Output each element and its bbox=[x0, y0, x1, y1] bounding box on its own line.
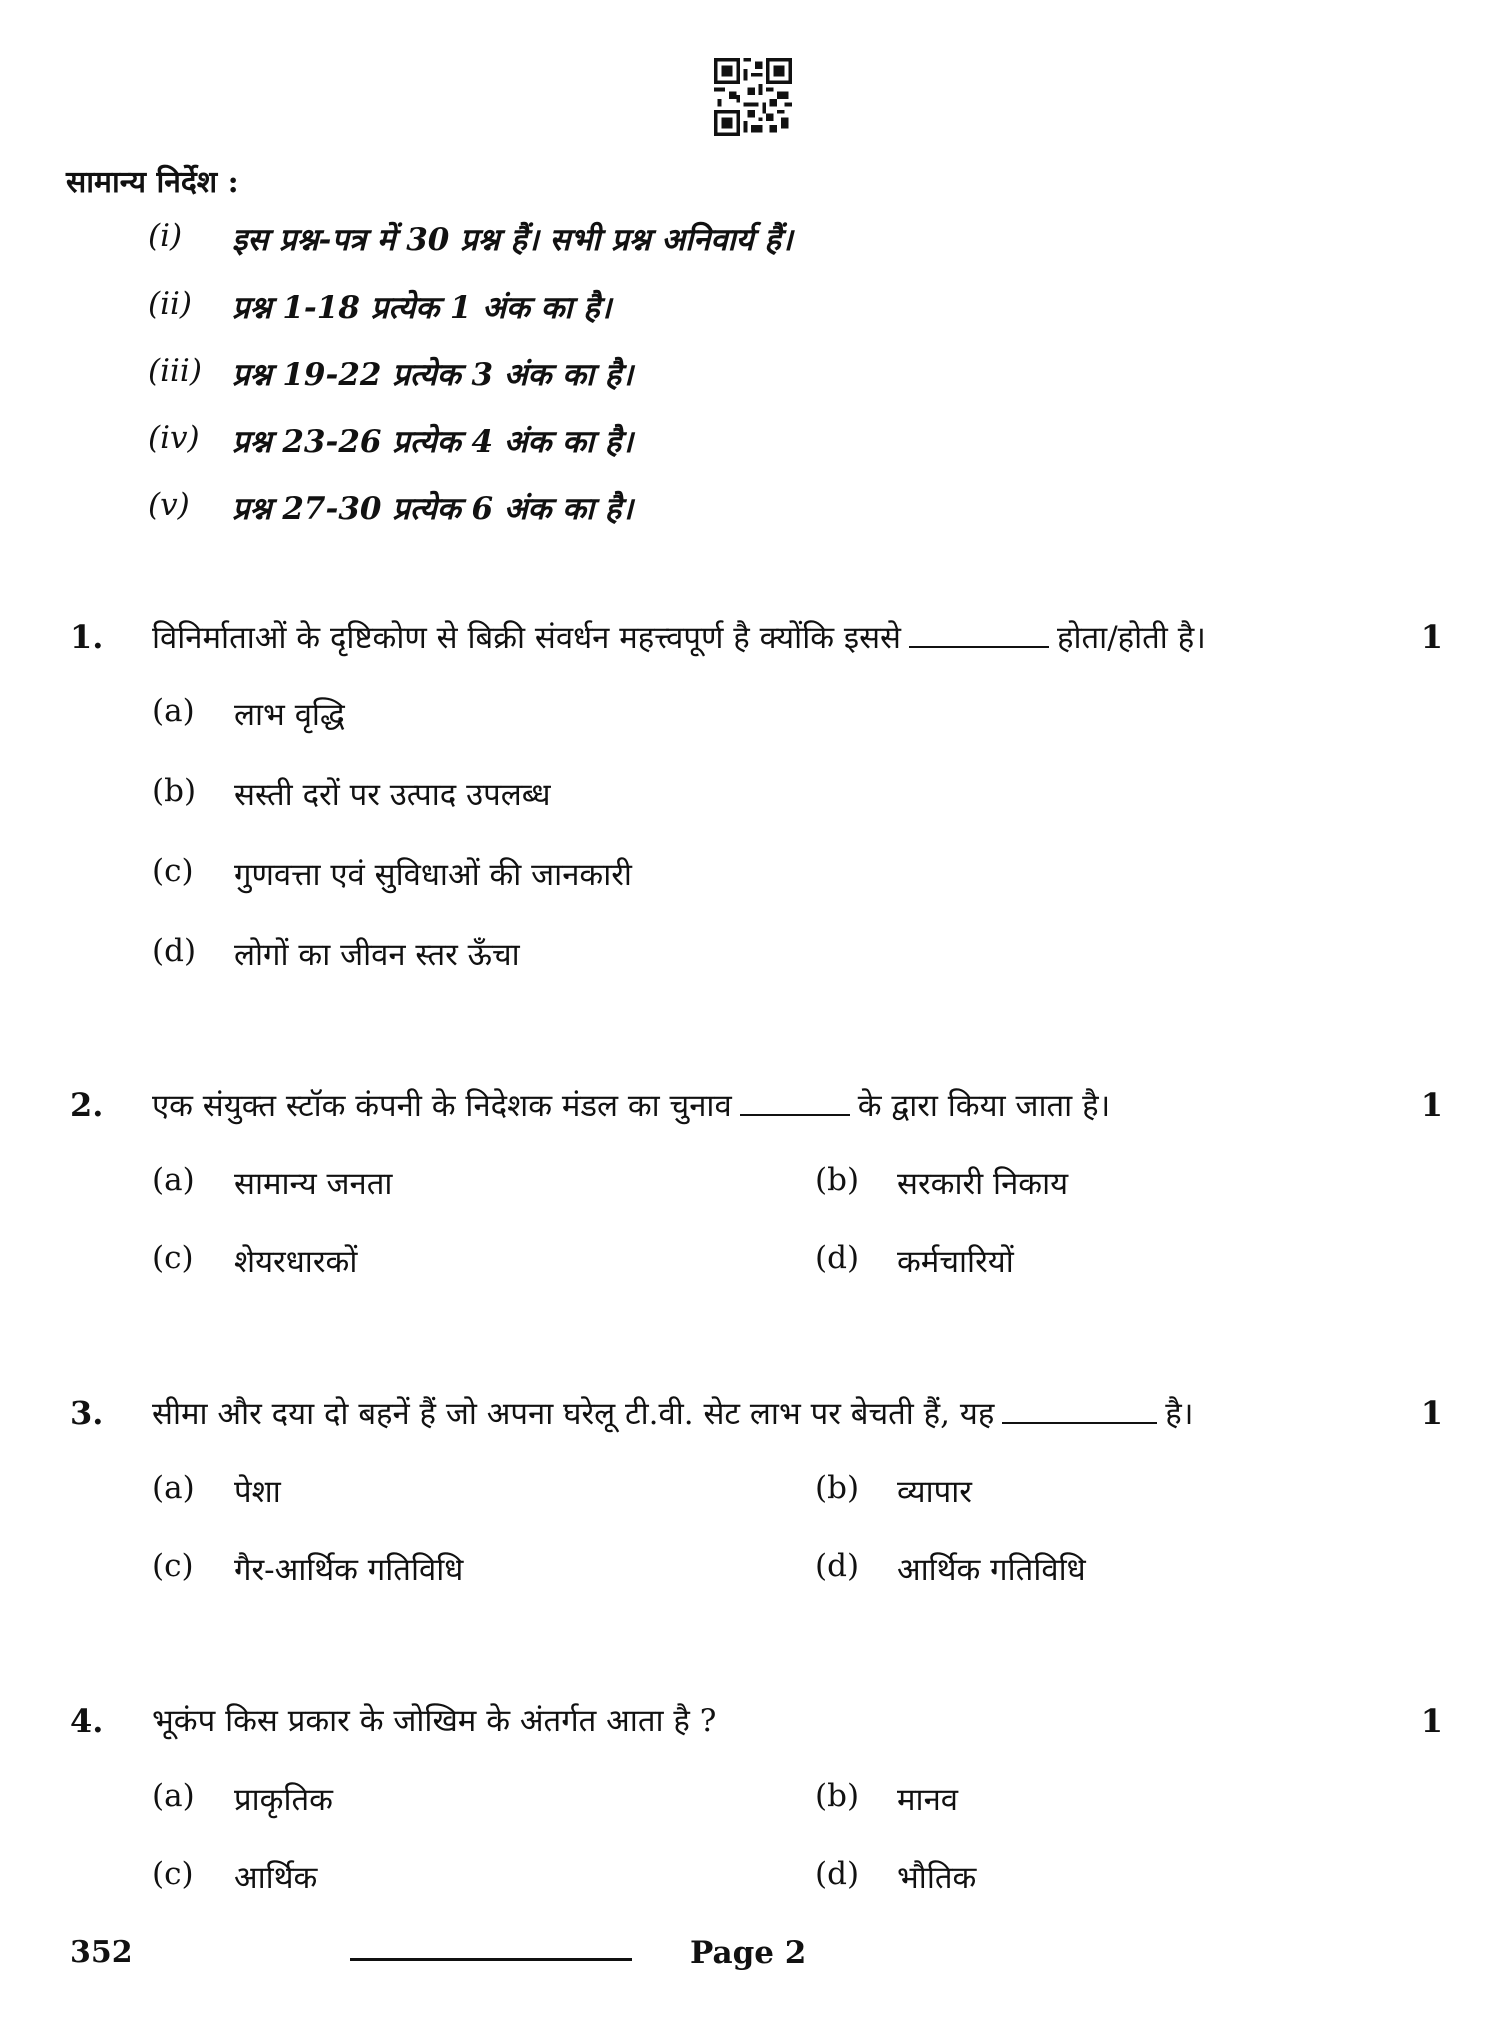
option-a bbox=[152, 693, 852, 733]
option-text: मानव bbox=[897, 1782, 959, 1818]
instruction-text: इस प्रश्न-पत्र में 30 प्रश्न हैं। सभी प्रश्न अनिवार्य हैं। bbox=[232, 222, 793, 258]
option-a bbox=[152, 1470, 752, 1510]
option-text: सरकारी निकाय bbox=[897, 1166, 1069, 1202]
instruction-item bbox=[148, 286, 948, 326]
instruction-item bbox=[148, 420, 948, 460]
option-text: आर्थिक गतिविधि bbox=[897, 1552, 1086, 1588]
option-label: (c) bbox=[152, 1856, 194, 1892]
option-c bbox=[152, 853, 852, 893]
option-label: (a) bbox=[152, 1778, 195, 1814]
question-text bbox=[152, 615, 1206, 658]
option-label: (b) bbox=[815, 1778, 860, 1814]
instruction-number: (iii) bbox=[148, 353, 202, 389]
option-text: गैर-आर्थिक गतिविधि bbox=[234, 1552, 464, 1588]
question-marks: 1 bbox=[1420, 618, 1443, 656]
question-marks: 1 bbox=[1420, 1086, 1443, 1124]
question-text-after: है। bbox=[1165, 1396, 1194, 1432]
instruction-text: प्रश्न 19-22 प्रत्येक 3 अंक का है। bbox=[232, 357, 633, 393]
question-text-after: के द्वारा किया जाता है। bbox=[857, 1088, 1111, 1124]
question-text-before: एक संयुक्त स्टॉक कंपनी के निदेशक मंडल का चुनाव bbox=[152, 1088, 732, 1124]
option-text: पेशा bbox=[234, 1474, 281, 1510]
answer-blank bbox=[909, 615, 1049, 648]
option-d bbox=[815, 1856, 1415, 1896]
option-d bbox=[152, 933, 852, 973]
instruction-text: प्रश्न 1-18 प्रत्येक 1 अंक का है। bbox=[232, 290, 612, 326]
option-text: आर्थिक bbox=[234, 1860, 318, 1896]
question-number: 3. bbox=[70, 1394, 104, 1432]
option-text: लोगों का जीवन स्तर ऊँचा bbox=[234, 937, 520, 973]
option-b bbox=[152, 773, 852, 813]
option-label: (c) bbox=[152, 1240, 194, 1276]
question-text-after: होता/होती है। bbox=[1057, 620, 1206, 656]
option-label: (b) bbox=[815, 1162, 860, 1198]
option-b bbox=[815, 1470, 1415, 1510]
option-label: (a) bbox=[152, 693, 195, 729]
option-label: (b) bbox=[815, 1470, 860, 1506]
question-marks: 1 bbox=[1420, 1394, 1443, 1432]
option-text: भौतिक bbox=[897, 1860, 977, 1896]
option-text: सस्ती दरों पर उत्पाद उपलब्ध bbox=[234, 777, 551, 813]
question-number: 2. bbox=[70, 1086, 104, 1124]
question-text-before: सीमा और दया दो बहनें हैं जो अपना घरेलू टी.वी. सेट लाभ पर बेचती हैं, यह bbox=[152, 1396, 995, 1432]
question-text bbox=[152, 1391, 1194, 1434]
question-text bbox=[152, 1083, 1110, 1126]
option-a bbox=[152, 1778, 752, 1818]
option-label: (d) bbox=[815, 1856, 860, 1892]
option-label: (b) bbox=[152, 773, 197, 809]
option-label: (c) bbox=[152, 1548, 194, 1584]
option-text: कर्मचारियों bbox=[897, 1244, 1014, 1280]
option-label: (d) bbox=[152, 933, 197, 969]
option-text: लाभ वृद्धि bbox=[234, 697, 345, 733]
instruction-number: (v) bbox=[148, 487, 190, 523]
option-text: व्यापार bbox=[897, 1474, 972, 1510]
instruction-item bbox=[148, 353, 948, 393]
paper-code: 352 bbox=[70, 1935, 133, 1970]
page-number: Page 2 bbox=[690, 1935, 807, 1971]
instructions-heading: सामान्य निर्देश : bbox=[66, 165, 239, 200]
instruction-text: प्रश्न 27-30 प्रत्येक 6 अंक का है। bbox=[232, 491, 633, 527]
instruction-item bbox=[148, 218, 948, 258]
option-d bbox=[815, 1240, 1415, 1280]
instruction-number: (iv) bbox=[148, 420, 200, 456]
option-text: प्राकृतिक bbox=[234, 1782, 333, 1818]
question-marks: 1 bbox=[1420, 1702, 1443, 1740]
option-text: शेयरधारकों bbox=[234, 1244, 358, 1280]
question-text-before: भूकंप किस प्रकार के जोखिम के अंतर्गत आता है ? bbox=[152, 1703, 717, 1739]
option-c bbox=[152, 1548, 752, 1588]
option-c bbox=[152, 1240, 752, 1280]
question-number: 1. bbox=[70, 618, 104, 656]
instruction-text: प्रश्न 23-26 प्रत्येक 4 अंक का है। bbox=[232, 424, 633, 460]
question-number: 4. bbox=[70, 1702, 104, 1740]
option-b bbox=[815, 1778, 1415, 1818]
option-d bbox=[815, 1548, 1415, 1588]
footer-divider bbox=[350, 1958, 632, 1961]
option-label: (a) bbox=[152, 1162, 195, 1198]
answer-blank bbox=[1002, 1391, 1157, 1424]
instruction-number: (ii) bbox=[148, 286, 193, 322]
qr-code bbox=[714, 58, 792, 136]
option-label: (d) bbox=[815, 1548, 860, 1584]
answer-blank bbox=[740, 1083, 850, 1116]
option-label: (d) bbox=[815, 1240, 860, 1276]
question-text-before: विनिर्माताओं के दृष्टिकोण से बिक्री संवर्धन महत्त्वपूर्ण है क्योंकि इससे bbox=[152, 620, 902, 656]
option-label: (c) bbox=[152, 853, 194, 889]
option-c bbox=[152, 1856, 752, 1896]
option-b bbox=[815, 1162, 1415, 1202]
instruction-item bbox=[148, 487, 948, 527]
question-text bbox=[152, 1699, 716, 1741]
option-a bbox=[152, 1162, 752, 1202]
option-text: गुणवत्ता एवं सुविधाओं की जानकारी bbox=[234, 857, 632, 893]
option-label: (a) bbox=[152, 1470, 195, 1506]
instruction-number: (i) bbox=[148, 218, 183, 254]
option-text: सामान्य जनता bbox=[234, 1166, 393, 1202]
